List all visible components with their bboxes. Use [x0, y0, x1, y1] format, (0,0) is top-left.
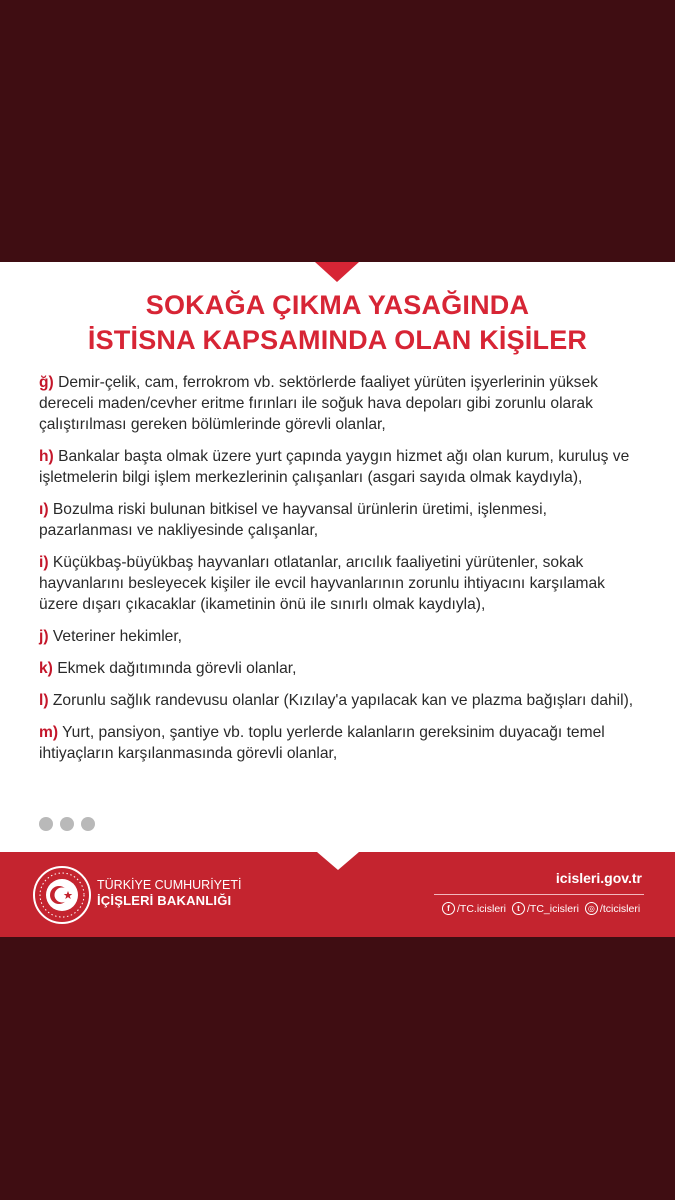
website-link[interactable]: icisleri.gov.tr: [555, 870, 642, 886]
ministry-emblem-icon: [32, 865, 92, 925]
footer-notch: [317, 852, 359, 870]
title-line-1: SOKAĞA ÇIKMA YASAĞINDA: [145, 290, 530, 320]
ministry-name: [97, 877, 241, 909]
more-indicator: [39, 817, 95, 831]
ministry-line-2: İÇİŞLERİ BAKANLIĞI: [97, 893, 232, 908]
social-handle: /TC.icisleri: [457, 902, 506, 915]
list-item: [39, 372, 644, 435]
footer-divider: [434, 894, 644, 895]
social-link[interactable]: [585, 902, 640, 915]
twitter-icon: t: [512, 902, 525, 915]
list-item: [39, 690, 644, 711]
list-item: [39, 499, 644, 541]
list-item-text: Zorunlu sağlık randevusu olanlar (Kızılay'a yapılacak kan ve plazma bağışları dahil),: [52, 692, 634, 709]
list-item-label: ğ): [39, 374, 54, 391]
social-link[interactable]: [512, 902, 579, 915]
list-item-label: m): [39, 724, 59, 741]
list-item-label: j): [39, 628, 49, 645]
dot-1: [39, 817, 53, 831]
list-item-text: Bankalar başta olmak üzere yurt çapında yaygın hizmet ağı olan kurum, kuruluş ve işletmelerin bilgi işlem merkezlerinin çalışanları (asgari sayıda olmak kaydıyla),: [39, 448, 630, 486]
list-item: [39, 446, 644, 488]
social-links: [442, 902, 640, 915]
social-link[interactable]: [442, 902, 506, 915]
dot-2: [60, 817, 74, 831]
list-item-text: Küçükbaş-büyükbaş hayvanları otlatanlar, arıcılık faaliyetini yürütenler, sokak hayvanlarını besleyecek kişiler ile evcil hayvanlarının zorunlu ihtiyacını karşılamak üzere dışarı çıkacaklar (ikametinin önü ile sınırlı olmak kaydıyla),: [39, 554, 605, 613]
list-item: [39, 552, 644, 615]
list-item-label: l): [39, 692, 49, 709]
list-item-text: Veteriner hekimler,: [52, 628, 183, 645]
exemption-list: [39, 372, 644, 775]
dot-3: [81, 817, 95, 831]
list-item-text: Demir-çelik, cam, ferrokrom vb. sektörlerde faaliyet yürüten işyerlerinin yüksek dereceli maden/cevher eritme fırınları ile soğuk hava depoları gibi zorunlu olarak çalıştırılması gereken bölümlerinde görevli olanlar,: [39, 374, 598, 433]
list-item-label: ı): [39, 501, 49, 518]
instagram-icon: ◎: [585, 902, 598, 915]
ministry-line-1: TÜRKİYE CUMHURİYETİ: [97, 878, 242, 892]
title-line-2: İSTİSNA KAPSAMINDA OLAN KİŞİLER: [87, 325, 588, 355]
list-item-label: i): [39, 554, 49, 571]
list-item-text: Yurt, pansiyon, şantiye vb. toplu yerlerde kalanların gereksinim duyacağı temel ihtiyaçların karşılanmasında görevli olanlar,: [39, 724, 605, 762]
list-item: [39, 658, 644, 679]
list-item-label: h): [39, 448, 54, 465]
page-title: [0, 288, 675, 358]
social-handle: /TC_icisleri: [527, 902, 579, 915]
list-item-label: k): [39, 660, 53, 677]
card-top-notch: [315, 262, 359, 282]
list-item-text: Bozulma riski bulunan bitkisel ve hayvansal ürünlerin üretimi, işlenmesi, pazarlanması ve nakliyesinde çalışanlar,: [39, 501, 547, 539]
list-item: [39, 626, 644, 647]
list-item-text: Ekmek dağıtımında görevli olanlar,: [57, 660, 297, 677]
list-item: [39, 722, 644, 764]
facebook-icon: f: [442, 902, 455, 915]
social-handle: /tcicisleri: [599, 902, 641, 915]
